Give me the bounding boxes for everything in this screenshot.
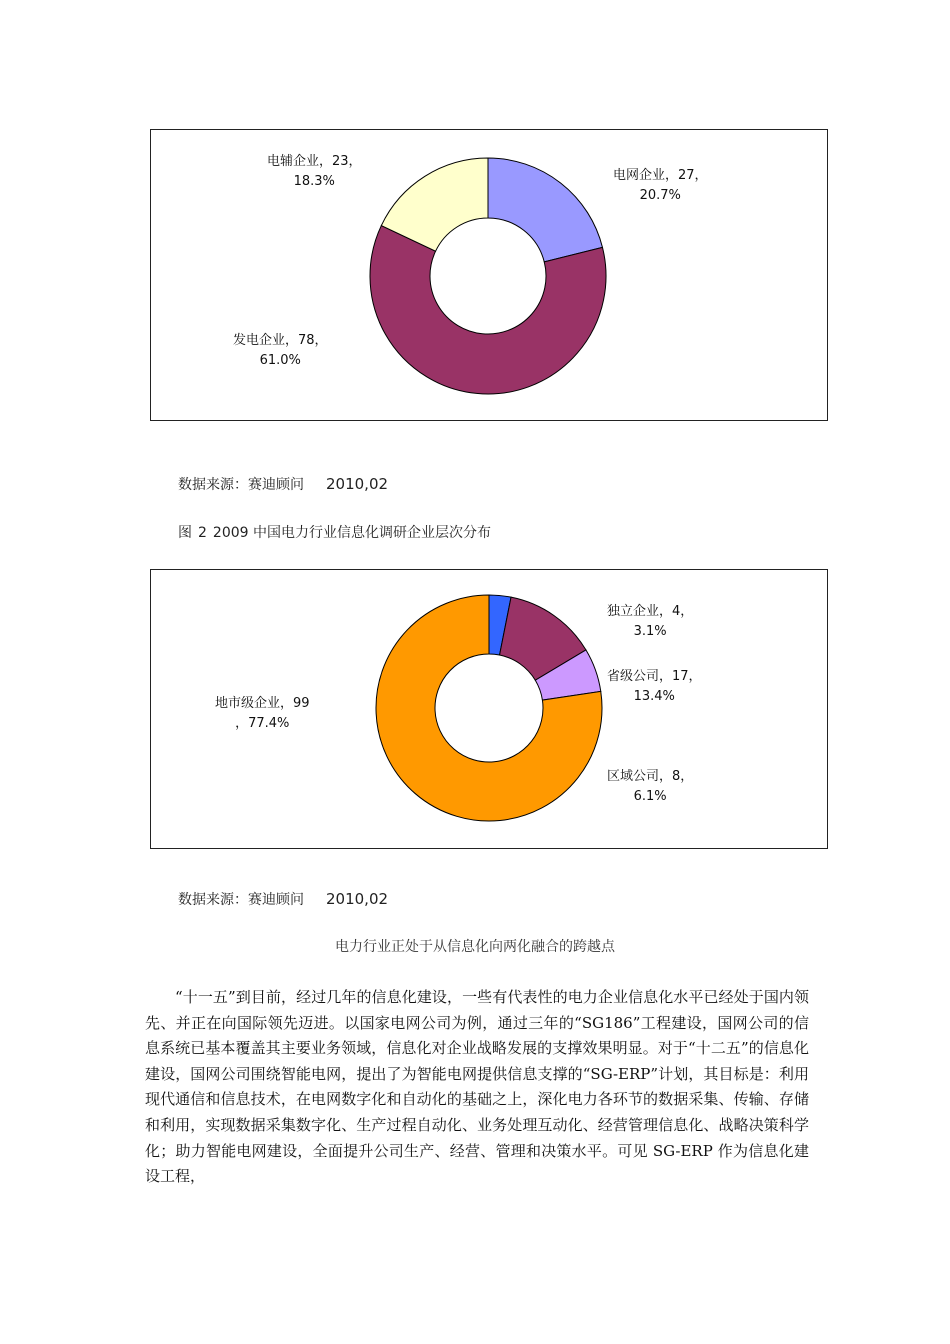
slice-label-percent: 18.3%	[293, 174, 335, 189]
data-source-2	[178, 889, 388, 909]
caption-text: 2009 中国电力行业信息化调研企业层次分布	[212, 525, 491, 541]
slice-label-regional	[607, 767, 693, 807]
slice-label-percent: 3.1%	[633, 624, 667, 639]
slice-label-line: 电网企业，27，	[613, 168, 708, 183]
source-label: 数据来源：赛迪顾问	[178, 892, 304, 908]
slice-label-line: 独立企业，4，	[607, 604, 694, 619]
body-paragraph: “十一五”到目前，经过几年的信息化建设，一些有代表性的电力企业信息化水平已经处于国内领先、并正在向国际领先迈进。以国家电网公司为例，通过三年的“SG186”工程建设，国网公司的信息系统已基本覆盖其主要业务领域，信息化对企业战略发展的支撑效果明显。对于“十二五”的信息化建设，国网公司围绕智能电网，提出了为智能电网提供信息支撑的“SG-ERP”计划，其目标是：利用现代通信和信息技术，在电网数字化和自动化的基础之上，深化电力各环节的数据采集、传输、存储和利用，实现数据采集数字化、生产过程自动化、业务处理互动化、经营管理信息化、战略决策科学化；助力智能电网建设，全面提升公司生产、经营、管理和决策水平。可见 SG-ERP 作为信息化建设工程，	[145, 988, 809, 1186]
slice-label-percent: 13.4%	[633, 689, 675, 704]
source-date: 2010,02	[326, 890, 389, 908]
slice-label-independent	[607, 602, 693, 642]
slice-label-auxiliary	[267, 152, 362, 192]
slice-label-percent: 20.7%	[639, 188, 681, 203]
slice-label-grid	[613, 166, 708, 206]
source-label: 数据来源：赛迪顾问	[178, 477, 304, 493]
section-subheading: 电力行业正处于从信息化向两化融合的跨越点	[335, 939, 615, 955]
figure-caption	[178, 522, 491, 542]
data-source-1	[178, 474, 388, 494]
slice-label-percent: ，77.4%	[235, 716, 290, 731]
slice-label-line: 省级公司，17，	[607, 669, 702, 684]
slice-label-line: 电辅企业，23，	[267, 154, 362, 169]
slice-label-percent: 6.1%	[633, 789, 667, 804]
slice-label-generation	[233, 331, 328, 371]
slice-label-percent: 61.0%	[259, 353, 301, 368]
caption-number: 2	[198, 525, 207, 541]
donut-slice-0	[488, 158, 602, 262]
slice-label-line: 区域公司，8，	[607, 769, 694, 784]
slice-label-provincial	[607, 667, 702, 707]
chart-frame-1	[150, 129, 828, 421]
caption-prefix: 图	[178, 525, 192, 541]
slice-label-line: 地市级企业，99	[215, 696, 310, 711]
slice-label-line: 发电企业，78，	[233, 333, 328, 348]
chart-frame-2	[150, 569, 828, 849]
source-date: 2010,02	[326, 475, 389, 493]
donut-chart-1	[151, 130, 827, 420]
slice-label-municipal	[215, 694, 310, 734]
